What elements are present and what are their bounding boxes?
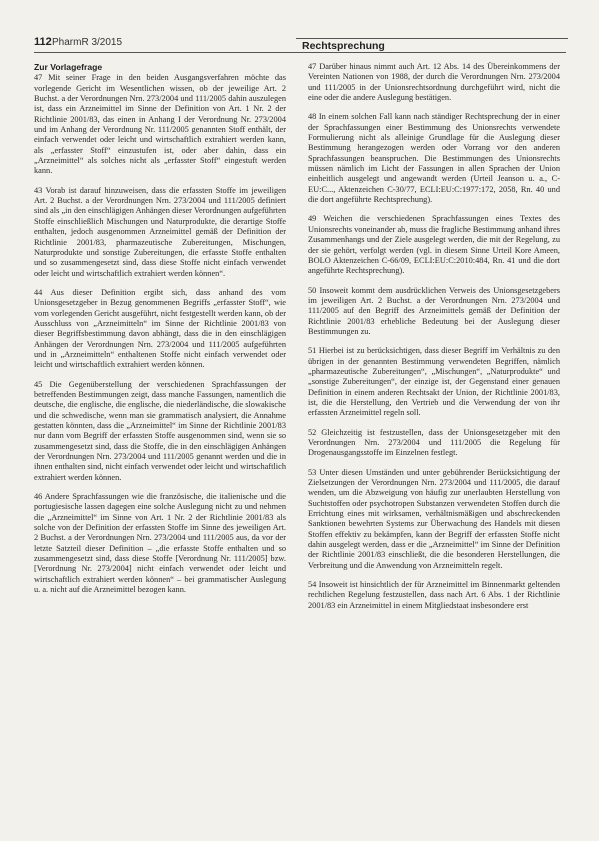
- section-heading: Zur Vorlagefrage: [34, 62, 103, 72]
- page-number: 112: [34, 36, 52, 48]
- paragraph: 47 Darüber hinaus nimmt auch Art. 12 Abs. 14 des Übereinkommens der Vereinten Nationen von 1988, der durch die Verordnungen Nrn. 273/2004 und 111/2005 in der Unionsrechtsordnung durchgeführt wird, nicht die eine oder die andere Auslegung bestätigen.: [308, 62, 560, 103]
- paragraph: 48 In einem solchen Fall kann nach ständiger Rechtsprechung der in einer der Sprachfassungen einer Bestimmung des Unionsrechts verwendete Formulierung nicht als alleinige Grundlage für die Auslegung dieser Bestimmung herangezogen werden oder Vorrang vor den anderen Sprachfassungen beanspruchen. Die Bestimmungen des Unionsrechts müssen nämlich im Licht der Fassungen in allen Sprachen der Union einheitlich ausgelegt und angewandt werden (Urteil Jeanson u. a., C-EU:C..., Aktenzeichen C-30/77, ECLI:EU:C:1977:172, 2058, Rn. 40 und die dort angeführte Rechtsprechung).: [308, 112, 560, 205]
- paragraph: 45 Die Gegenüberstellung der verschiedenen Sprachfassungen der betreffenden Bestimmungen zeigt, dass manche Fassungen, namentlich die deutsche, die englische, die englische, die niederländische, die slowakische und die schwedische, wenn man sie grammatisch analysiert, die Annahme gestatten könnten, dass die „Arzneimittel“ im Sinne der Richtlinie 2001/83 nur dann vom Begriff der erfassten Stoffe ausgenommen sind, wenn sie so zusammengesetzt sind, dass die Stoffe, die in den einschlägigen Anhängen der Verordnungen Nrn. 273/2004 und 111/2005 genannt werden und die in ihnen enthalten sind, nicht einfach verwendet oder leicht und wirtschaftlich extrahiert werden können.: [34, 379, 286, 482]
- paragraph: 43 Vorab ist darauf hinzuweisen, dass die erfassten Stoffe im jeweiligen Art. 2 Buchst. a der Verordnungen Nrn. 273/2004 und 111/2005 definiert sind als „in den einschlägigen Anhängen dieser Verordnungen aufgeführten Stoffe einschließlich Mischungen und Naturprodukte, die derartige Stoffe enthalten, jedoch ausgenommen Arzneimittel gemäß der Definition der Richtlinie 2001/83, pharmazeutische Zubereitungen, Mischungen, Naturprodukte und sonstige Zubereitungen, die erfasste Stoffe enthalten und so zusammengesetzt sind, dass diese Stoffe nicht einfach verwendet oder leicht und wirtschaftlich extrahiert werden können“.: [34, 185, 286, 278]
- paragraph: 46 Andere Sprachfassungen wie die französische, die italienische und die portugiesische lassen dagegen eine solche Auslegung nicht zu und nehmen die „Arzneimittel“ im Sinne von Art. 1 Nr. 2 der Richtlinie 2001/83 als solche von der Definition der erfassten Stoffe im Sinne des jeweiligen Art. 2 Buchst. a der Verordnungen Nrn. 273/2004 und 111/2005 aus, da vor der letzte Satzteil dieser Definition – „die erfasste Stoffe enthalten und so zusammengesetzt sind, dass diese Stoffe [Verordnung Nr. 111/2005] bzw. [Verordnung Nr. 273/2004] nicht einfach verwendet oder leicht und wirtschaftlich extrahiert werden können“ – bei grammatischer Auslegung u. a. nicht auf die Arzneimittel bezogen kann.: [34, 492, 286, 595]
- paragraph: 53 Unter diesen Umständen und unter gebührender Berücksichtigung der Zielsetzungen der Verordnungen Nrn. 273/2004 und 111/2005, die darauf wenden, um die Abzweigung von häufig zur unerlaubten Herstellung von Suchtstoffen oder psychotropen Substanzen verwendeten Stoffen durch die Errichtung eines mit wirksamen, verhältnismäßigen und abschreckenden Sanktionen bewehrten Systems zur Überwachung des Handels mit diesen Stoffen effektiv zu bekämpfen, kann der Begriff der erfassten Stoffe nicht dahin ausgelegt werden, dass er die „Arzneimittel“ im Sinne der Definition der Richtlinie 2001/83 einschließt, die die besonderen Herstellungen, die Verbreitung und die Anwendung von Arzneimitteln regelt.: [308, 467, 560, 570]
- paragraph: 44 Aus dieser Definition ergibt sich, dass anhand des vom Unionsgesetzgeber in Bezug genommenen Begriffs „erfasster Stoff“, wie vom vorlegenden Gericht ausgeführt, nicht festgestellt werden kann, ob der Ausschluss von „Arzneimitteln“ im Sinne der Richtlinie 2001/83 von dieser Begriffsbestimmung davon abhängt, dass die in den einschlägigen Anhängen der Verordnungen Nrn. 273/2004 und 111/2005 aufgeführten und in „Arzneimitteln“ enthaltenen Stoffe nicht einfach verwendet oder leicht und wirtschaftlich extrahiert werden können.: [34, 287, 286, 370]
- header-top-rule: [296, 38, 568, 39]
- paragraph: 54 Insoweit ist hinsichtlich der für Arzneimittel im Binnenmarkt geltenden rechtlichen Regelung festzustellen, dass nach Art. 6 Abs. 1 der Richtlinie 2001/83 ein Arzneimittel in einem Mitgliedstaat insbesondere erst: [308, 580, 560, 610]
- paragraph: 47 Mit seiner Frage in den beiden Ausgangsverfahren möchte das vorlegende Gericht im Wesentlichen wissen, ob der jeweilige Art. 2 Buchst. a der Verordnungen Nrn. 273/2004 und 111/2005 dahin auszulegen ist, dass ein Arzneimittel im Sinne der Definition von Art. 1 Nr. 2 der Richtlinie 2001/83, das einen in Anhang I der Verordnung Nr. 273/2004 und im Anhang der Verordnung Nr. 111/2005 genannten Stoff enthält, der einfach verwendet oder leicht und wirtschaftlich extrahiert werden kann, als „erfasster Stoff“ einzustufen ist, oder aber dahin, dass ein „Arzneimittel“ als solches nicht als „erfasster Stoff“ eingestuft werden kann.: [34, 73, 286, 176]
- left-column: [34, 62, 286, 596]
- right-column: [308, 62, 560, 611]
- paragraph: 52 Gleichzeitig ist festzustellen, dass der Unionsgesetzgeber mit den Verordnungen Nrn. 273/2004 und 111/2005 die Regelung für Drogenausgangsstoffe im Einzelnen festlegt.: [308, 427, 560, 458]
- header-rule: [34, 52, 566, 53]
- journal-title: PharmR 3/2015: [52, 37, 123, 48]
- paragraph: 49 Weichen die verschiedenen Sprachfassungen eines Textes des Unionsrechts voneinander ab, muss die fragliche Bestimmung anhand ihres Zusammenhangs und der Ziele ausgelegt werden, die mit der Regelung, zu der sie gehört, verfolgt werden (vgl. in diesem Sinne Urteil Kore Ameen, BOLO Aktenzeichen C-66/09, ECLI:EU:C:2010:484, Rn. 41 und die dort angeführte Rechtsprechung).: [308, 214, 560, 276]
- paragraph: 51 Hierbei ist zu berücksichtigen, dass dieser Begriff im Verhältnis zu den übrigen in der genannten Bestimmung verwendeten Begriffen, nämlich „pharmazeutische Zubereitungen“, „Mischungen“, „Naturprodukte“ und „sonstige Zubereitungen“, der einzige ist, der Gegenstand einer genauen Definition in einem anderen Rechtsakt der Union, der Richtlinie 2001/83, ist, die die Herstellung, den Vertrieb und die Verwendung der von ihr erfassten Arzneimittel regeln soll.: [308, 346, 560, 418]
- page-header: [34, 34, 566, 56]
- paragraph: 50 Insoweit kommt dem ausdrücklichen Verweis des Unionsgesetzgebers im jeweiligen Art. 2 Buchst. a der Verordnungen Nrn. 273/2004 und 111/2005 auf den Begriff des Arzneimittels gemäß der Definition der Richtlinie 2001/83 erhebliche Bedeutung bei der Auslegung dieser Bestimmungen zu.: [308, 285, 560, 336]
- section-title: Rechtsprechung: [302, 40, 385, 52]
